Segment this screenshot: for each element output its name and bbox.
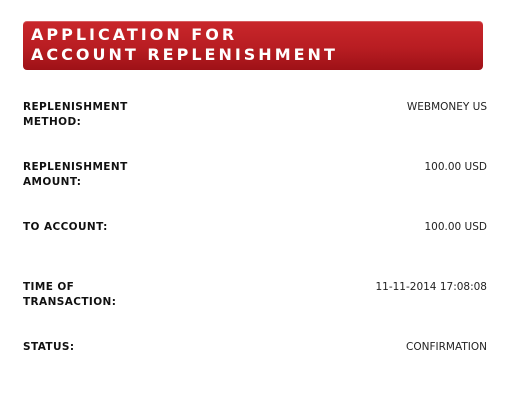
status-label: STATUS: (23, 341, 75, 353)
detail-row-replenishment-method (23, 100, 487, 130)
detail-row-time-of-transaction (23, 280, 487, 310)
detail-row-to-account (23, 220, 487, 235)
time-of-transaction-value: 11-11-2014 17:08:08 (375, 281, 487, 293)
replenishment-method-label: REPLENISHMENT METHOD: (23, 101, 128, 128)
time-of-transaction-label: TIME OF TRANSACTION: (23, 281, 117, 308)
to-account-value: 100.00 USD (424, 221, 487, 233)
detail-row-status (23, 340, 487, 355)
page-title: APPLICATION FOR ACCOUNT REPLENISHMENT (31, 25, 338, 64)
replenishment-amount-label: REPLENISHMENT AMOUNT: (23, 161, 128, 188)
status-value: CONFIRMATION (406, 341, 487, 353)
page-header-banner (23, 21, 483, 70)
to-account-label: TO ACCOUNT: (23, 221, 108, 233)
replenishment-amount-value: 100.00 USD (424, 161, 487, 173)
replenishment-method-value: WEBMONEY US (406, 101, 487, 113)
detail-row-replenishment-amount (23, 160, 487, 190)
